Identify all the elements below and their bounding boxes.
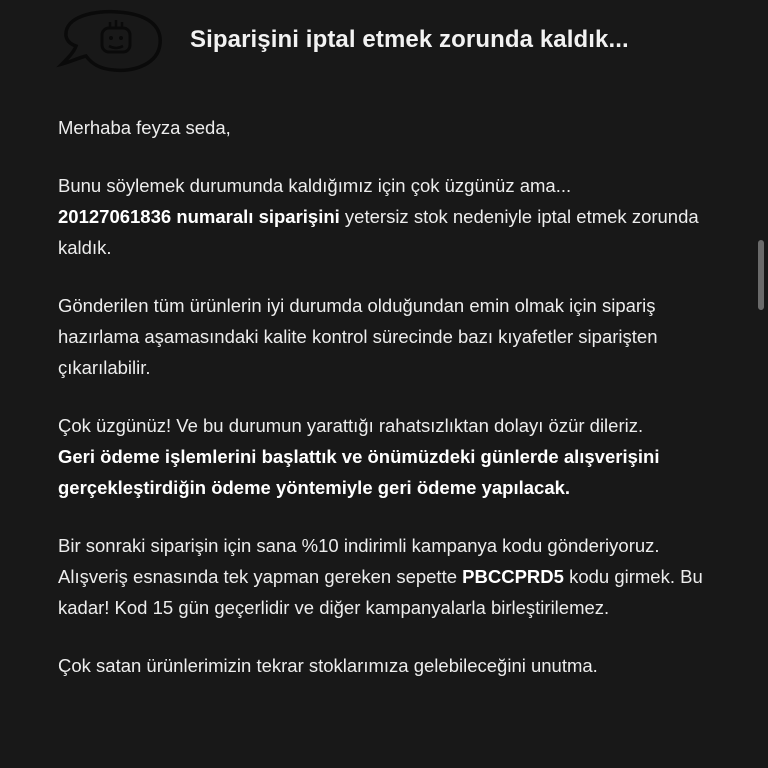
speech-bubble-cake-logo bbox=[56, 6, 168, 78]
refund-notice-text: Geri ödeme işlemlerini başlattık ve önümüzdeki günlerde alışverişini gerçekleştirdiğin ödeme yöntemiyle geri ödeme yapılacak. bbox=[58, 446, 660, 498]
greeting: Merhaba feyza seda, bbox=[58, 117, 231, 138]
paragraph-apology bbox=[58, 410, 718, 503]
cancel-reason-text: yetersiz stok nedeniyle iptal etmek zorunda kaldık. bbox=[58, 206, 699, 258]
discount-code: PBCCPRD5 bbox=[462, 566, 564, 587]
paragraph-quality-control: Gönderilen tüm ürünlerin iyi durumda olduğundan emin olmak için sipariş hazırlama aşamasındaki kalite kontrol sürecinde bazı kıyafetler siparişten çıkarılabilir. bbox=[58, 295, 658, 378]
apology-text: Çok üzgünüz! Ve bu durumun yarattığı rahatsızlıktan dolayı özür dileriz. bbox=[58, 415, 644, 436]
cancel-intro-text: Bunu söylemek durumunda kaldığımız için çok üzgünüz ama... bbox=[58, 175, 572, 196]
discount-intro-text: Bir sonraki siparişin için sana %10 indirimli kampanya kodu gönderiyoruz. Alışveriş esnasında tek yapman gereken sepette bbox=[58, 535, 660, 587]
scrollbar-thumb[interactable] bbox=[758, 240, 764, 310]
discount-terms-text: kodu girmek. Bu kadar! Kod 15 gün geçerlidir ve diğer kampanyalarla birleştirilemez. bbox=[58, 566, 703, 618]
email-header bbox=[0, 0, 768, 90]
order-number-text: 20127061836 numaralı siparişini bbox=[58, 206, 340, 227]
paragraph-cancel-notice bbox=[58, 170, 718, 263]
paragraph-restock: Çok satan ürünlerimizin tekrar stoklarımıza gelebileceğini unutma. bbox=[58, 655, 598, 676]
paragraph-discount bbox=[58, 530, 718, 623]
email-body bbox=[58, 112, 718, 708]
email-title: Siparişini iptal etmek zorunda kaldık... bbox=[190, 26, 629, 53]
